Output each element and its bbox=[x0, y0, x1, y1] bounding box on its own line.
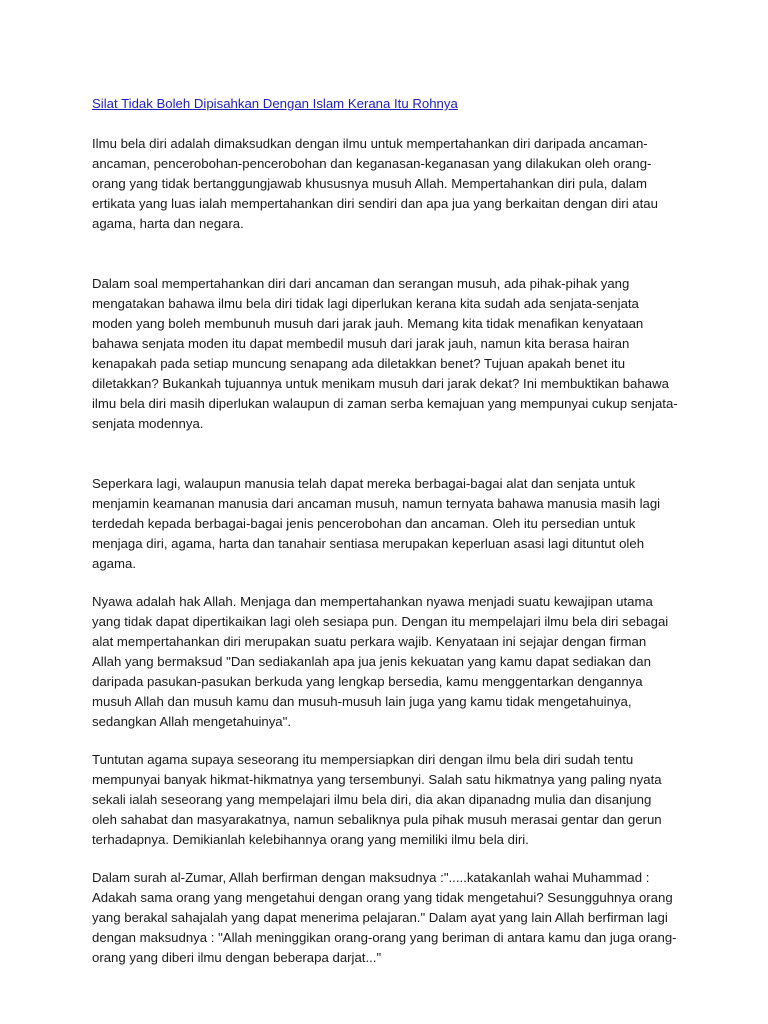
paragraph-1: Ilmu bela diri adalah dimaksudkan dengan ilmu untuk mempertahankan diri daripada ancaman-ancaman, pencerobohan-pencerobohan dan keganasan-keganasan yang dilakukan oleh orang-orang yang tidak bertanggungjawab khususnya musuh Allah. Mempertahankan diri pula, dalam ertikata yang luas ialah mempertahankan diri sendiri dan apa jua yang berkaitan dengan diri atau agama, harta dan negara. bbox=[92, 136, 658, 231]
spacer bbox=[92, 574, 678, 592]
paragraph-3: Seperkara lagi, walaupun manusia telah dapat mereka berbagai-bagai alat dan senjata untuk menjamin keamanan manusia dari ancaman musuh, namun ternyata bahawa manusia masih lagi terdedah kepada berbagai-bagai jenis pencerobohan dan ancaman. Oleh itu persedian untuk menjaga diri, agama, harta dan tanahair sentiasa merupakan keperluan asasi lagi dituntut oleh agama. bbox=[92, 476, 661, 571]
spacer bbox=[92, 732, 678, 750]
spacer bbox=[92, 234, 678, 274]
paragraph-6: Dalam surah al-Zumar, Allah berfirman dengan maksudnya :".....katakanlah wahai Muhammad : Adakah sama orang yang mengetahui dengan orang yang tidak mengetahui? Sesungguhnya orang yang berakal sahajalah yang dapat menerima pelajaran." Dalam ayat yang lain Allah berfirman lagi dengan maksudnya : "Allah meninggikan orang-orang yang beriman di antara kamu dan juga orang-orang yang diberi ilmu dengan beberapa darjat..." bbox=[92, 870, 677, 965]
paragraph-2: Dalam soal mempertahankan diri dari ancaman dan serangan musuh, ada pihak-pihak yang mengatakan bahawa ilmu bela diri tidak lagi diperlukan kerana kita sudah ada senjata-senjata moden yang boleh membunuh musuh dari jarak jauh. Memang kita tidak menafikan kenyataan bahawa senjata moden itu dapat membedil musuh dari jarak jauh, namun kita berasa hairan kenapakah pada setiap muncung senapang ada diletakkan benet? Tujuan apakah benet itu diletakkan? Bukankah tujuannya untuk menikam musuh dari jarak dekat? Ini membuktikan bahawa ilmu bela diri masih diperlukan walaupun di zaman serba kemajuan yang mempunyai cukup senjata-senjata modennya. bbox=[92, 276, 678, 431]
spacer bbox=[92, 850, 678, 868]
document-title-link[interactable]: Silat Tidak Boleh Dipisahkan Dengan Islam Kerana Itu Rohnya bbox=[92, 96, 458, 111]
spacer bbox=[92, 114, 678, 134]
paragraph-4: Nyawa adalah hak Allah. Menjaga dan mempertahankan nyawa menjadi suatu kewajipan utama yang tidak dapat dipertikaikan lagi oleh sesiapa pun. Dengan itu mempelajari ilmu bela diri sebagai alat mempertahankan diri merupakan suatu perkara wajib. Kenyataan ini sejajar dengan firman Allah yang bermaksud "Dan sediakanlah apa jua jenis kekuatan yang kamu dapat sediakan dan daripada pasukan-pasukan berkuda yang lengkap bersedia, kamu menggentarkan dengannya musuh Allah dan musuh kamu dan musuh-musuh lain juga yang kamu tidak mengetahuinya, sedangkan Allah mengetahuinya". bbox=[92, 594, 669, 729]
spacer bbox=[92, 434, 678, 474]
paragraph-5: Tuntutan agama supaya seseorang itu mempersiapkan diri dengan ilmu bela diri sudah tentu mempunyai banyak hikmat-hikmatnya yang tersembunyi. Salah satu hikmatnya yang paling nyata sekali ialah seseorang yang mempelajari ilmu bela diri, dia akan dipanadng mulia dan disanjung oleh sahabat dan masyarakatnya, namun sebaliknya pula pihak musuh merasai gentar dan gerun terhadapnya. Demikianlah kelebihannya orang yang memiliki ilmu bela diri. bbox=[92, 752, 662, 847]
